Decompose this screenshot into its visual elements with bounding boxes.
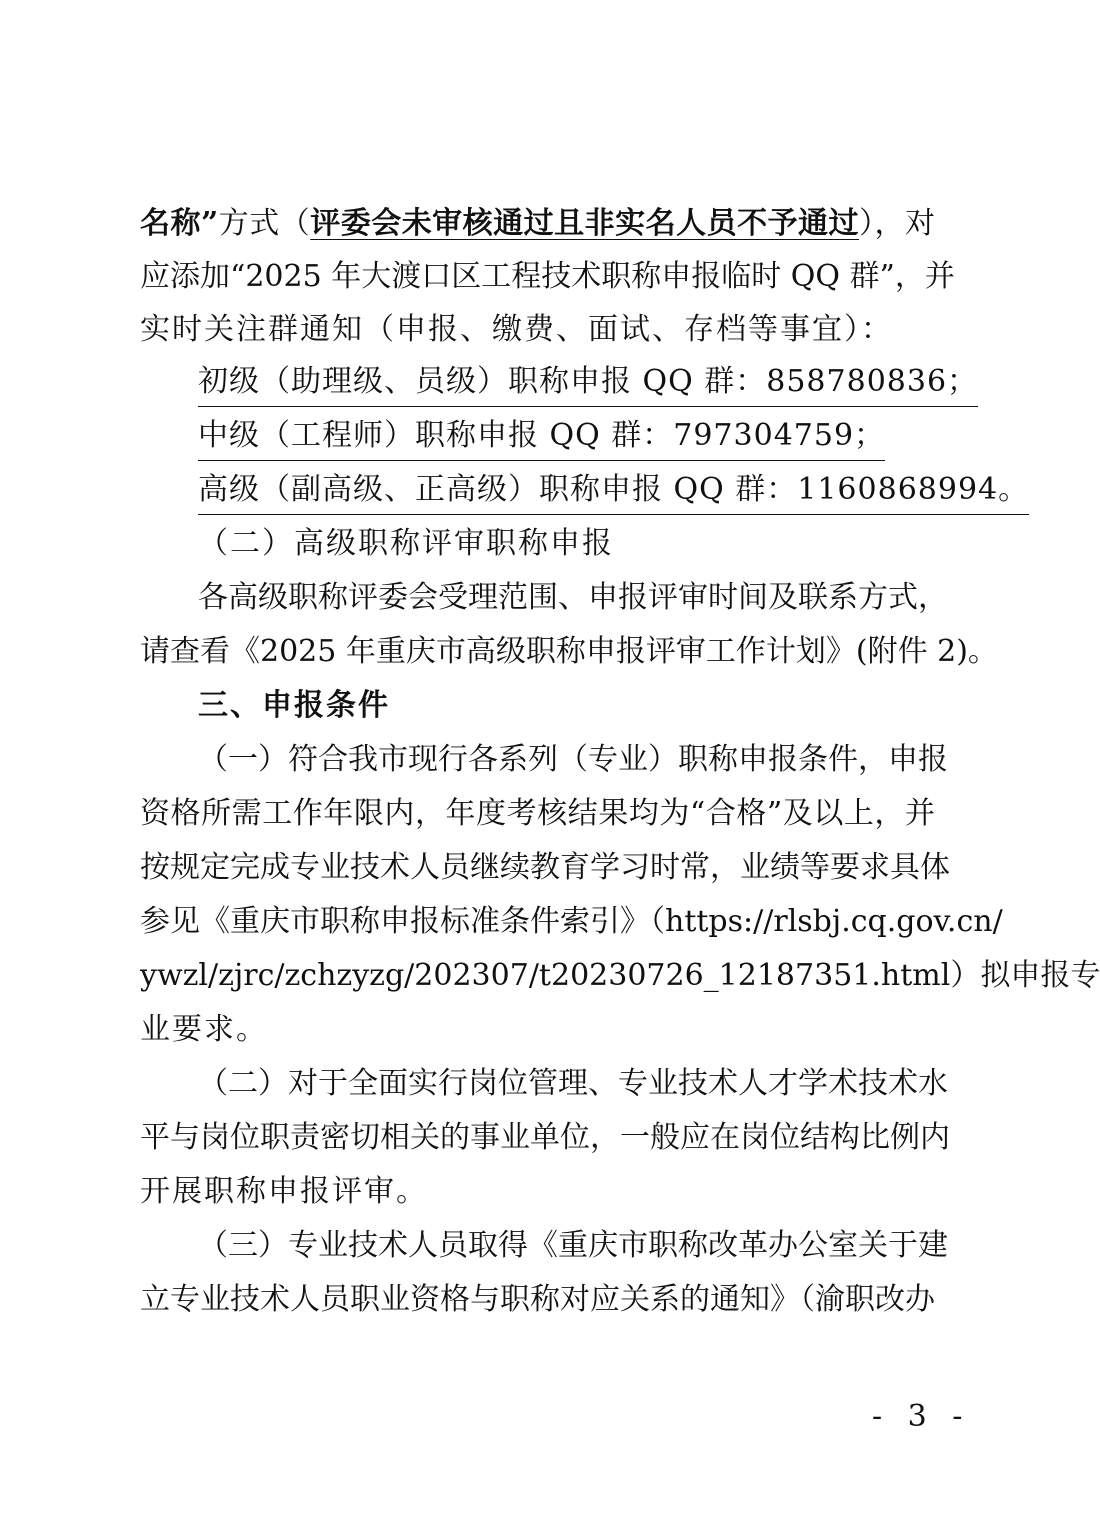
para1-line2: 应添加“2025 年大渡口区工程技术职称申报临时 QQ 群”，并 — [140, 259, 955, 294]
para1-mid: 方式（ — [218, 206, 311, 241]
para1-bold-start: 名称” — [140, 206, 219, 241]
section-3-item1-line6: 业要求。 — [140, 1012, 268, 1047]
page-number: - 3 - — [872, 1399, 971, 1434]
section-2-line1: 各高级职称评委会受理范围、申报评审时间及联系方式， — [198, 580, 948, 615]
section-3-item1-line3: 按规定完成专业技术人员继续教育学习时常，业绩等要求具体 — [140, 850, 950, 885]
section-3-item3-line1: （三）专业技术人员取得《重庆市职称改革办公室关于建 — [198, 1228, 948, 1263]
qq-group-intermediate: 中级（工程师）职称申报 QQ 群：797304759； — [198, 416, 885, 461]
section-3-heading: 三、申报条件 — [198, 688, 390, 723]
para1-end: ），对 — [859, 206, 936, 241]
para1-line1 — [140, 204, 935, 244]
para1-line3: 实时关注群通知（申报、缴费、面试、存档等事宜）： — [140, 312, 893, 347]
section-2-line2: 请查看《2025 年重庆市高级职称申报评审工作计划》(附件 2)。 — [140, 634, 998, 669]
section-3-item1-line5: ywzl/zjrc/zchzyzg/202307/t20230726_12187351.html）拟申报专 — [140, 958, 1100, 993]
section-3-item1-line1: （一）符合我市现行各系列（专业）职称申报条件，申报 — [198, 742, 948, 777]
section-3-item2-line3: 开展职称申报评审。 — [140, 1174, 428, 1209]
section-3-item1-line4: 参见《重庆市职称申报标准条件索引》（https://rlsbj.cq.gov.cn/ — [140, 904, 1003, 939]
section-3-item1-line2: 资格所需工作年限内，年度考核结果均为“合格”及以上，并 — [140, 796, 935, 831]
section-3-item2-line1: （二）对于全面实行岗位管理、专业技术人才学术技术水 — [198, 1066, 948, 1101]
section-3-item3-line2: 立专业技术人员职业资格与职称对应关系的通知》（渝职改办 — [140, 1282, 935, 1317]
para1-bold-underlined: 评委会未审核通过且非实名人员不予通过 — [310, 206, 860, 241]
section-2-heading: （二）高级职称评审职称申报 — [198, 526, 614, 561]
qq-group-senior: 高级（副高级、正高级）职称申报 QQ 群：1160868994。 — [198, 470, 1029, 515]
section-3-item2-line2: 平与岗位职责密切相关的事业单位，一般应在岗位结构比例内 — [140, 1120, 950, 1155]
qq-group-junior: 初级（助理级、员级）职称申报 QQ 群：858780836； — [198, 362, 978, 407]
